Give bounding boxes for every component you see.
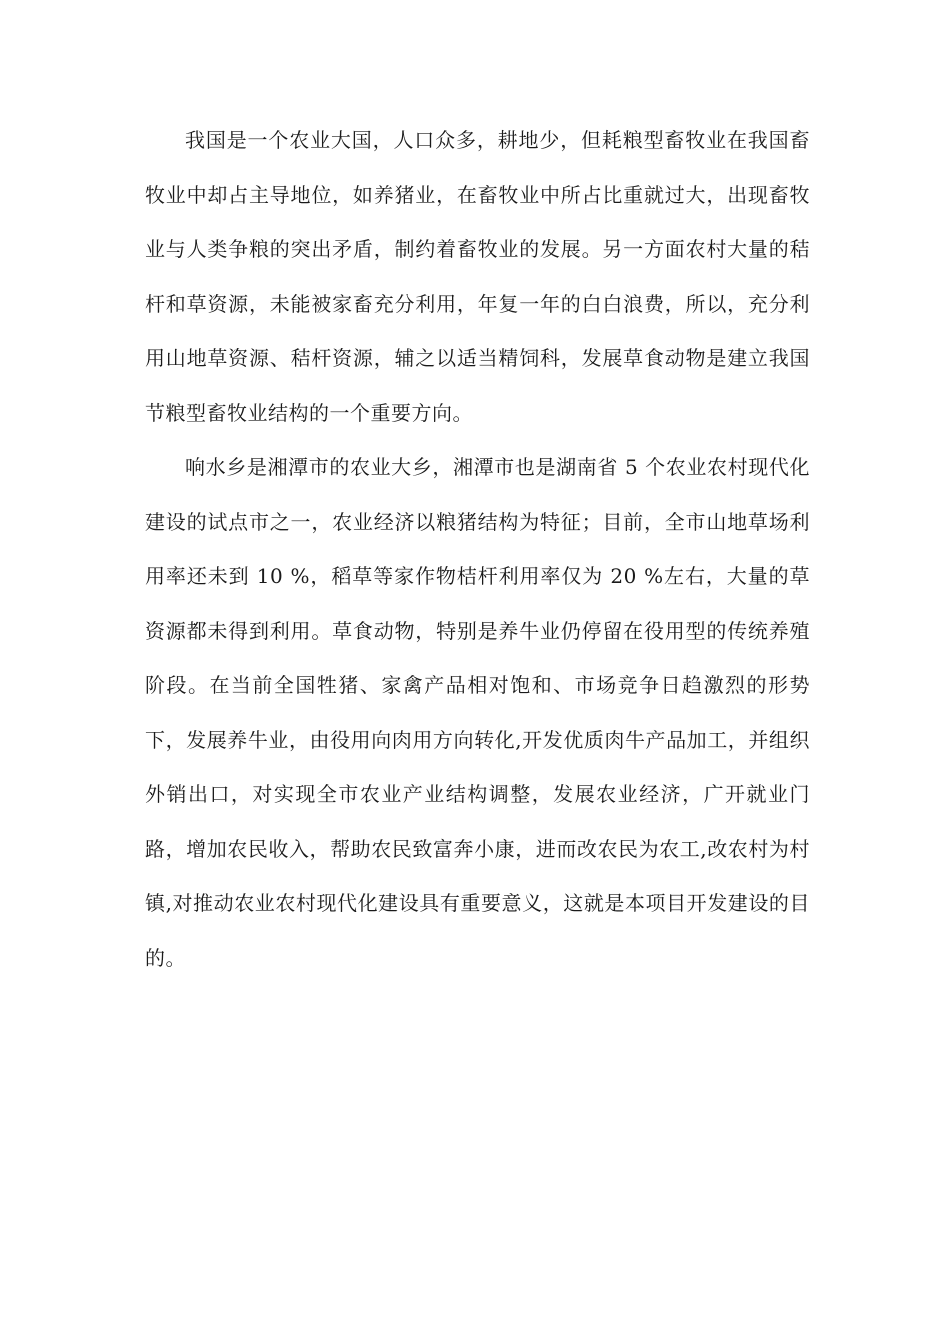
paragraph-2: 响水乡是湘潭市的农业大乡，湘潭市也是湖南省 5 个农业农村现代化建设的试点市之一，农业经济以粮猪结构为特征；目前，全市山地草场利用率还未到 10 %，稻草等家作物桔杆利用率仅为 20 %左右，大量的草资源都未得到利用。草食动物，特别是养牛业仍停留在役用型的传统养殖阶段。在当前全国牲猪、家禽产品相对饱和、市场竞争日趋激烈的形势下，发展养牛业，由役用向肉用方向转化,开发优质肉牛产品加工，并组织外销出口，对实现全市农业产业结构调整，发展农业经济，广开就业门路，增加农民收入，帮助农民致富奔小康，进而改农民为农工,改农村为村镇,对推动农业农村现代化建设具有重要意义，这就是本项目开发建设的目的。 [145,455,810,970]
paragraph-1: 我国是一个农业大国，人口众多，耕地少，但耗粮型畜牧业在我国畜牧业中却占主导地位，如养猪业，在畜牧业中所占比重就过大，出现畜牧业与人类争粮的突出矛盾，制约着畜牧业的发展。另一方面农村大量的秸杆和草资源，未能被家畜充分利用，年复一年的白白浪费，所以，充分利用山地草资源、秸杆资源，辅之以适当精饲科，发展草食动物是建立我国节粮型畜牧业结构的一个重要方向。 [145,128,810,425]
document-body [145,113,810,985]
